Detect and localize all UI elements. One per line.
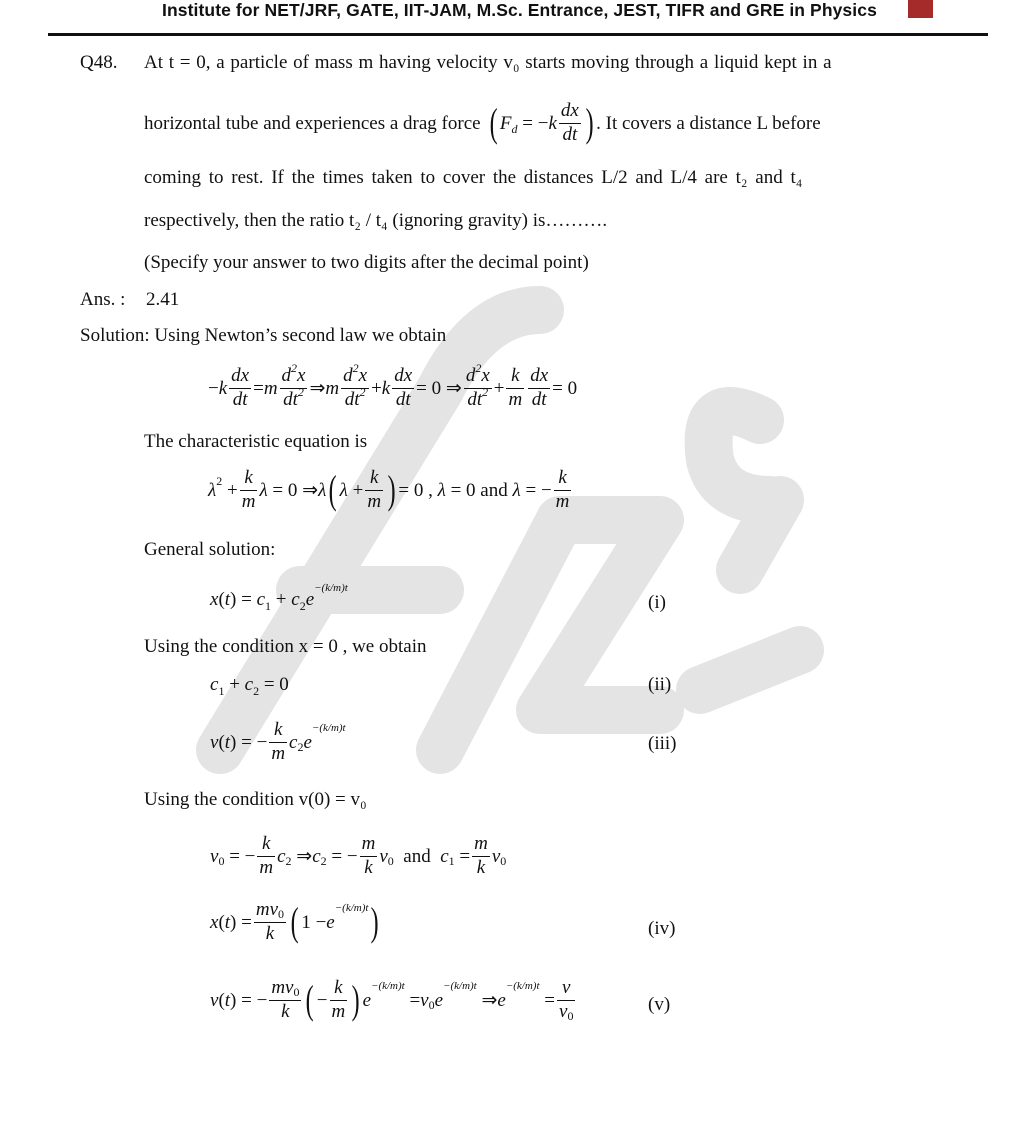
question-line-2-after: . It covers a distance L before bbox=[596, 112, 821, 134]
answer-value: 2.41 bbox=[146, 289, 180, 310]
question-line-1: At t = 0, a particle of mass m having velocity v₀ starts moving through a liquid kept in a bbox=[144, 52, 832, 73]
equation-newton: − k $\frac{dx}{dt}$ = m $\frac{d^2x}{dt^2}$ ⇒ m $\frac{d^2x}{dt^2}$ + k $\frac{dx}{dt}$ = 0 ⇒ $\frac{d^2x}{dt^2}$ + $\frac{k}{m}$ $\frac{dx}{dt}$ = 0 bbox=[208, 361, 578, 410]
question-line-2-before: horizontal tube and experiences a drag force bbox=[144, 112, 481, 134]
equation-v: v ( t ) = − $\frac{mv0}{k}$ ( − $\frac{k}{m}$ ) e −(k/m)t = v 0 e −(k/m)t ⇒ e −(k/m)t = $\frac{v}{v0}$ bbox=[210, 977, 574, 1023]
equation-i: $x(t) = c_1 + c_2e^{-(k/m)t}$ bbox=[210, 582, 348, 613]
eq-number-v: (v) bbox=[648, 994, 671, 1015]
drag-force-formula: ( F d = − k $\frac{dx}{dt}$ ) bbox=[489, 99, 594, 145]
general-solution-label: General solution: bbox=[144, 539, 276, 560]
page-header bbox=[0, 0, 1027, 30]
equation-constants: v 0 = − $\frac{k}{m}$ c 2 ⇒ c 2 = − $\frac{m}{k}$ v 0 and c 1 = $\frac{m}{k}$ v 0 bbox=[210, 833, 507, 878]
solution-intro: Solution: Using Newton’s second law we obtain bbox=[80, 325, 447, 346]
question-line-5: (Specify your answer to two digits after the decimal point) bbox=[144, 252, 589, 273]
header-divider bbox=[48, 33, 988, 36]
equation-iii: v ( t ) = − $\frac{k}{m}$ c 2 e −(k/m)t bbox=[210, 719, 346, 764]
brand-logo bbox=[908, 0, 933, 18]
eq-number-iv: (iv) bbox=[648, 918, 676, 939]
question-line-2 bbox=[144, 96, 821, 150]
condition-1-label: Using the condition x = 0 , we obtain bbox=[144, 636, 427, 657]
eq-number-ii: (ii) bbox=[648, 674, 672, 695]
eq-number-i: (i) bbox=[648, 592, 666, 613]
header-title: Institute for NET/JRF, GATE, IIT-JAM, M.Sc. Entrance, JEST, TIFR and GRE in Physics bbox=[162, 0, 877, 20]
equation-characteristic: λ 2 + $\frac{k}{m}$ λ = 0 ⇒ λ ( λ + $\frac{k}{m}$ ) = 0 , λ = 0 and λ = − $\frac{k}{m}$ bbox=[208, 467, 570, 513]
condition-2-label: Using the condition v(0) = v₀ bbox=[144, 789, 367, 810]
equation-ii: $c_1 + c_2 = 0$ bbox=[210, 674, 289, 698]
question-line-4: respectively, then the ratio t₂ / t₄ (ignoring gravity) is………. bbox=[144, 210, 608, 231]
answer-label: Ans. : bbox=[80, 289, 126, 310]
char-eq-label: The characteristic equation is bbox=[144, 431, 368, 452]
equation-iv: x ( t ) = $\frac{mv0}{k}$ ( 1 − e −(k/m)t ) bbox=[210, 899, 380, 945]
fiziks-watermark bbox=[140, 270, 860, 790]
eq-number-iii: (iii) bbox=[648, 733, 677, 754]
question-line-3: coming to rest. If the times taken to cover the distances L/2 and L/4 are t₂ and t₄ bbox=[144, 167, 803, 188]
question-number: Q48. bbox=[80, 52, 118, 73]
